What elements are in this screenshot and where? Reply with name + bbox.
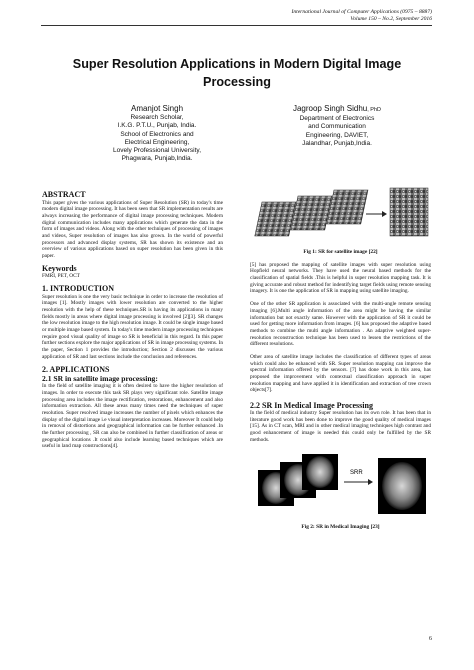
arrow-icon: [366, 211, 387, 217]
left-column: [42, 190, 223, 450]
figure-satellite: [250, 184, 431, 256]
medical-text: In the field of medical industry Super resolution has its own role. It has been that in literature good work has been done to improve the good quality of medical images [15]. As in CT scan, MRI and in other medical imaging techniques high contrast and good enhancement of image is needed this could only be fulfilled by the SR methods.: [250, 410, 431, 443]
author-block-1: [82, 104, 232, 164]
satellite-text: In the field of satellite imaging it is often desired to have the higher resolution of images. In order to execute this task SR plays very significant role. Satellite image processing area includes the image rectification, restorations, enhancement and also information extraction. All these areas many times need the techniques of super resolution. Super resolved image increases the number of pixels which enhances the display of the digital image i.e visual interpretation increases. Moreover It could help in removal of distortions and geographical information can be further enhanced .In the further processing , SR can also be combined in further classification of areas or geographical locations .It could also include learning based techniques which are useful in land map constructions[4].: [42, 383, 223, 450]
figure-medical: [250, 450, 431, 532]
author-1-line: Research Scholar,: [130, 114, 184, 121]
journal-volume: Volume 150 – No.2, September 2016: [350, 16, 432, 23]
paper-title: [38, 56, 436, 91]
satellite-image-2: [291, 196, 332, 230]
abstract-text: This paper gives the various applications of Super Resolution (SR) in today's time modern digital image processing. It has been seen that SR implementation results are always increasing the performance of digital image processing techniques. Modern digital communication includes many applications which generate the data in the form of images and videos. Along with the other techniques of processing of images and videos, Super resolution of images has also grown. In the world of powerful processors and advanced display systems, SR has shown its existence and an overview of various applications based on super resolution has been given in this paper.: [42, 199, 223, 260]
satellite-image-1: [255, 202, 296, 236]
author-name-1: Amanjot Singh: [130, 104, 184, 113]
keywords-heading: Keywords: [42, 263, 77, 273]
medical-subheading: 2.2 SR In Medical Image Processing: [250, 401, 373, 411]
header-rule: [41, 25, 432, 26]
keywords-text: FMRI, PET, OCT: [42, 273, 80, 280]
right-paragraph-3: Other area of satellite image includes the classification of different types of areas which could also be enhanced with SR. Super resolution mapping can improve the spectral information offered by the sensors. [7] has done work in this area, has proposed the improvement with contextual classification approach in super resolution mapping and have applied it in identification and extraction of tree crown objects[7].: [250, 353, 431, 394]
title-line-1: Super Resolution Applications in Modern Digital Image: [72, 57, 402, 71]
figure-2-caption: Fig 2: SR in Medical Imaging [23]: [301, 524, 380, 531]
right-paragraph-2: One of the other SR application is associated with the multi-angle remote sensing imaging [6].Multi angle information of the area might be having the similar information but not exactly same. However with the application of SR it could be used for getting more information from images. [6] has proposed the adaptive based methods to combine the multi angle information . An adaptive weighted super-resolution reconstruction technique has been used to lessen the restrictions of the different resolutions.: [250, 301, 431, 348]
abstract-heading: ABSTRACT: [42, 190, 86, 199]
right-column: [250, 184, 431, 531]
author-2-line: Jalandhar, Punjab,India.: [302, 139, 372, 147]
applications-heading: 2. APPLICATIONS: [42, 364, 110, 374]
mri-image-3: [302, 454, 338, 490]
arrow-icon: [344, 479, 373, 485]
author-2-line: Engineering, DAVIET,: [305, 131, 369, 139]
satellite-image-hr: [390, 188, 428, 236]
figure-1-caption: Fig 1: SR for satellite image [22]: [303, 248, 378, 255]
author-name-2: Jagroop Singh Sidhu, PhD: [292, 104, 382, 113]
author-2-line: and Communication: [308, 123, 366, 131]
satellite-subheading: 2.1 SR in satellite image processing:: [42, 374, 158, 384]
title-line-2: Processing: [203, 74, 271, 89]
introduction-heading: 1. INTRODUCTION: [42, 284, 115, 294]
page-number: 6: [429, 636, 432, 642]
introduction-text: Super resolution is one the very basic technique in order to increase the resolution of images [1]. Mostly images with lower resolution are converted to the higher resolution with the help of these techniques.SR is having its applications in many fields mostly in areas where digital image processing is involved [2][3]. SR changes the low resolution image to the high resolution image. It could be single image based or multiple image based system. In today's time modern image processing techniques require good visual quality of image so SR is beneficial in this regard. In this paper further sections explore the major applications of SR in image processing systems. In the paper, Section 1 provides the introduction; Section 2 discusses the various application of SR and last sections include the conclusion and references.: [42, 293, 223, 360]
right-paragraph-1: [5] has proposed the mapping of satellite images with super resolution using Hopfield neural networks. They have used the neural based methods for the classification of spatial fields .This is helpful in super resolution mapping task. It is giving accurate and robust method for indentifying target fields using remote sensing imagery. It is one the application of SR in mapping using satellite imaging.: [250, 261, 431, 295]
author-1-line: Electrical Engineering,: [124, 138, 190, 146]
author-block-2: [262, 104, 412, 148]
satellite-image-3: [327, 190, 368, 224]
mri-image-hr: [378, 458, 426, 514]
medical-image-figure: [250, 450, 431, 522]
satellite-image-stack: [250, 184, 431, 246]
srr-label: SRR: [350, 469, 363, 476]
journal-name: International Journal of Computer Applications (0975 – 8887): [291, 9, 432, 15]
author-1-line: School of Electronics and: [120, 130, 194, 138]
author-1-line: I.K.G. P.T.U., Punjab, India.: [117, 122, 197, 130]
author-1-line: Lovely Professional University,: [112, 147, 202, 155]
author-1-line: Phagwara, Punjab,India.: [121, 155, 193, 163]
journal-header: [291, 9, 432, 24]
author-2-line: Department of Electronics: [299, 115, 375, 122]
